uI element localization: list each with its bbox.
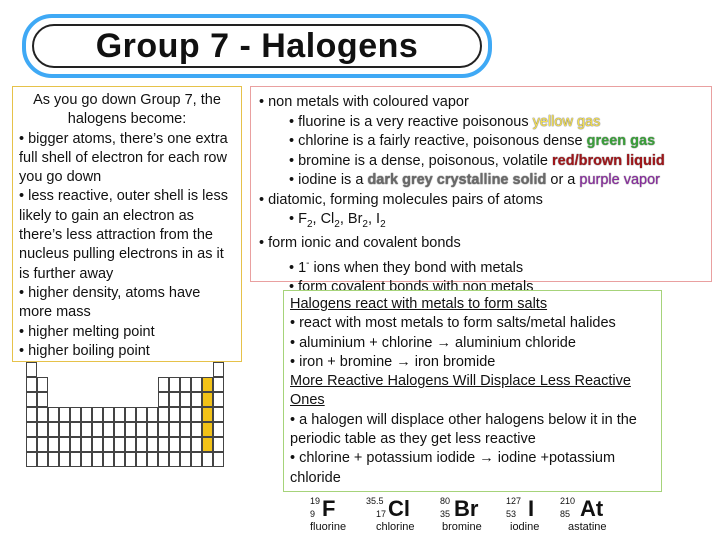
- periodic-cell: [37, 392, 48, 407]
- periodic-cell: [158, 452, 169, 467]
- prop-bonds: • form ionic and covalent bonds: [259, 235, 461, 252]
- reaction-aluminium: • aluminium + chlorine → aluminium chloride: [290, 334, 576, 351]
- periodic-cell: [70, 437, 81, 452]
- periodic-cell: [191, 437, 202, 452]
- periodic-cell: [81, 422, 92, 437]
- periodic-cell: [26, 392, 37, 407]
- periodic-cell: [103, 437, 114, 452]
- periodic-cell: [169, 392, 180, 407]
- periodic-cell: [147, 452, 158, 467]
- reactions-heading-displace: More Reactive Halogens Will Displace Less Reactive Ones: [290, 373, 631, 409]
- element-name: astatine: [568, 521, 607, 533]
- periodic-cell-group7: [202, 437, 213, 452]
- green-gas-text: green gas: [586, 133, 656, 149]
- periodic-cell: [169, 437, 180, 452]
- periodic-cell: [213, 377, 224, 392]
- periodic-cell: [213, 407, 224, 422]
- periodic-cell: [114, 407, 125, 422]
- periodic-cell: [158, 407, 169, 422]
- purple-vapor-text: purple vapor: [579, 172, 661, 188]
- periodic-cell: [180, 437, 191, 452]
- trend-bullet-melting: • higher melting point: [19, 323, 155, 340]
- periodic-cell-group7: [202, 422, 213, 437]
- periodic-cell: [92, 452, 103, 467]
- element-number: 85: [560, 509, 571, 519]
- periodic-cell: [147, 422, 158, 437]
- element-symbol: I: [528, 496, 535, 521]
- grey-solid-text: dark grey crystalline solid: [367, 172, 547, 188]
- yellow-gas-text: yellow gas: [532, 113, 601, 130]
- periodic-cell: [136, 422, 147, 437]
- prop-nonmetals: • non metals with coloured vapor: [259, 94, 469, 110]
- prop-chlorine: • chlorine is a fairly reactive, poisonous dense green gas: [289, 133, 656, 149]
- periodic-cell: [169, 377, 180, 392]
- periodic-cell: [37, 377, 48, 392]
- element-mass: 35.5: [366, 496, 384, 506]
- periodic-cell: [191, 452, 202, 467]
- element-number: 35: [440, 509, 451, 519]
- periodic-cell: [125, 452, 136, 467]
- reaction-iron: • iron + bromine → iron bromide: [290, 353, 496, 370]
- element-name: chlorine: [376, 521, 415, 533]
- reactions-panel: [283, 290, 662, 492]
- element-symbol: F: [322, 496, 336, 521]
- periodic-cell: [59, 422, 70, 437]
- periodic-cell: [59, 452, 70, 467]
- periodic-cell: [103, 422, 114, 437]
- element-name: iodine: [510, 521, 540, 533]
- periodic-cell: [213, 452, 224, 467]
- element-number: 9: [310, 509, 316, 519]
- periodic-cell: [92, 407, 103, 422]
- page-title: Group 7 - Halogens: [95, 26, 419, 65]
- element-mass: 80: [440, 496, 451, 506]
- element-mass: 19: [310, 496, 321, 506]
- periodic-cell: [213, 392, 224, 407]
- periodic-cell: [125, 437, 136, 452]
- periodic-cell: [136, 437, 147, 452]
- periodic-cell: [125, 407, 136, 422]
- periodic-cell: [136, 452, 147, 467]
- red-liquid-text: red/brown liquid: [552, 152, 665, 169]
- periodic-cell: [37, 407, 48, 422]
- periodic-cell: [48, 437, 59, 452]
- periodic-cell: [213, 422, 224, 437]
- element-mass: 127: [506, 496, 522, 506]
- element-symbol: Cl: [388, 496, 410, 521]
- periodic-cell: [114, 422, 125, 437]
- periodic-cell: [191, 392, 202, 407]
- prop-iodine: • iodine is a dark grey crystalline solid or a purple vapor: [289, 172, 661, 188]
- periodic-cell: [26, 377, 37, 392]
- periodic-cell: [158, 392, 169, 407]
- trend-bullet-density: • higher density, atoms have more mass: [19, 284, 201, 321]
- prop-fluorine: • fluorine is a very reactive poisonous yellow gas: [289, 113, 601, 130]
- periodic-cell: [180, 422, 191, 437]
- periodic-cell: [48, 422, 59, 437]
- periodic-cell: [70, 452, 81, 467]
- periodic-cell: [169, 452, 180, 467]
- periodic-cell: [103, 407, 114, 422]
- periodic-cell: [26, 362, 37, 377]
- periodic-cell: [92, 422, 103, 437]
- periodic-cell: [147, 437, 158, 452]
- periodic-cell: [26, 437, 37, 452]
- periodic-cell: [125, 422, 136, 437]
- element-name: bromine: [442, 521, 482, 533]
- periodic-cell: [191, 422, 202, 437]
- prop-covalent: • form covalent bonds with non metals: [289, 279, 534, 296]
- periodic-cell: [70, 422, 81, 437]
- trend-bullet-reactivity: • less reactive, outer shell is less likely to gain an electron as there’s less attraction from the nucleus pulling electrons in as it is further away: [19, 188, 228, 282]
- periodic-cell: [103, 452, 114, 467]
- trends-intro: As you go down Group 7, the halogens become:: [33, 92, 221, 128]
- periodic-cell: [92, 437, 103, 452]
- periodic-cell: [213, 437, 224, 452]
- reactions-heading-salts: Halogens react with metals to form salts: [290, 296, 548, 312]
- title-banner: [22, 14, 492, 78]
- periodic-cell-group7: [202, 377, 213, 392]
- periodic-cell: [180, 407, 191, 422]
- periodic-cell: [147, 407, 158, 422]
- periodic-cell: [37, 437, 48, 452]
- periodic-cell: [59, 407, 70, 422]
- periodic-cell: [213, 362, 224, 377]
- element-symbol: At: [580, 496, 604, 521]
- periodic-cell: [81, 452, 92, 467]
- reaction-chlorine-iodide: • chlorine + potassium iodide → iodine +potassium chloride: [290, 450, 616, 486]
- element-number: 53: [506, 509, 517, 519]
- trend-bullet-boiling: • higher boiling point: [19, 342, 150, 359]
- periodic-cell-group7: [202, 392, 213, 407]
- periodic-cell: [158, 377, 169, 392]
- prop-bromine: • bromine is a dense, poisonous, volatile red/brown liquid: [289, 152, 665, 169]
- periodic-cell: [202, 452, 213, 467]
- periodic-cell: [158, 422, 169, 437]
- element-number: 17: [376, 509, 387, 519]
- prop-ionic: • 1- ions when they bond with metals: [289, 257, 524, 276]
- periodic-cell: [191, 377, 202, 392]
- periodic-cell: [191, 407, 202, 422]
- periodic-cell: [180, 452, 191, 467]
- periodic-cell: [81, 437, 92, 452]
- trend-bullet-size: • bigger atoms, there’s one extra full shell of electron for each row you go down: [19, 130, 228, 186]
- trends-panel: [12, 86, 242, 362]
- periodic-cell: [180, 392, 191, 407]
- element-symbol: Br: [454, 496, 479, 521]
- periodic-cell: [114, 437, 125, 452]
- periodic-cell: [169, 407, 180, 422]
- periodic-cell: [114, 452, 125, 467]
- halogen-elements-row: [310, 494, 630, 540]
- element-mass: 210: [560, 496, 576, 506]
- prop-formulas: • $F_2$, $Cl_2$, $Br_2$, $I_2$: [289, 211, 386, 230]
- periodic-cell: [180, 377, 191, 392]
- reaction-displace-rule: • a halogen will displace other halogens below it in the periodic table as they get less reactive: [290, 411, 637, 448]
- properties-panel: [250, 86, 712, 296]
- periodic-cell: [136, 407, 147, 422]
- periodic-cell: [81, 407, 92, 422]
- periodic-cell: [26, 452, 37, 467]
- reaction-metal-halides: • react with most metals to form salts/metal halides: [290, 315, 616, 332]
- periodic-cell: [26, 422, 37, 437]
- periodic-cell: [37, 452, 48, 467]
- periodic-cell: [48, 452, 59, 467]
- periodic-cell: [158, 437, 169, 452]
- periodic-cell: [169, 422, 180, 437]
- prop-diatomic: • diatomic, forming molecules pairs of atoms: [259, 191, 543, 208]
- periodic-cell: [70, 407, 81, 422]
- periodic-cell: [48, 407, 59, 422]
- element-name: fluorine: [310, 521, 347, 533]
- periodic-cell-group7: [202, 407, 213, 422]
- periodic-cell: [37, 422, 48, 437]
- periodic-cell: [59, 437, 70, 452]
- periodic-cell: [26, 407, 37, 422]
